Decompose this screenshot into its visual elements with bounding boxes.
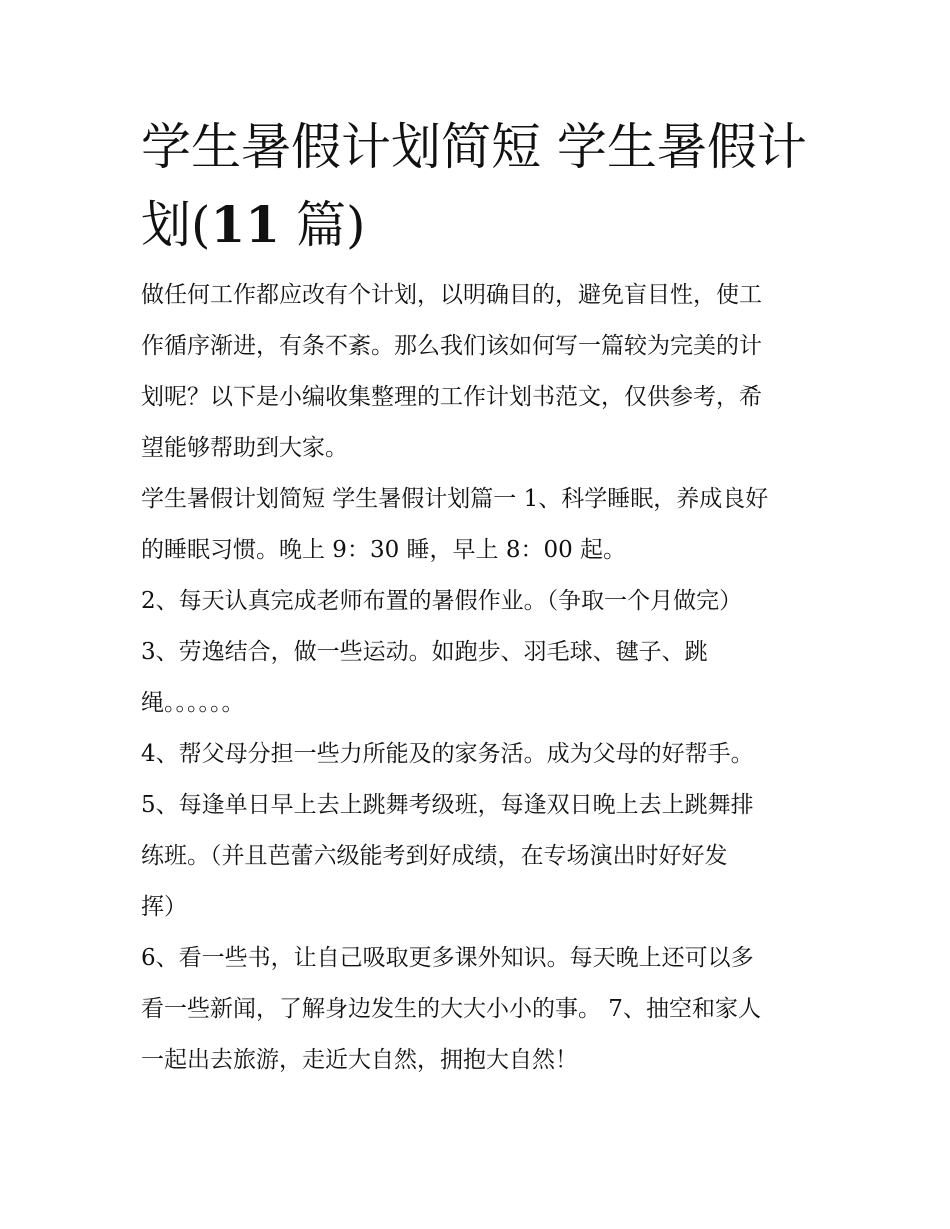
plan-line-1: 学生暑假计划简短 学生暑假计划篇一 1、科学睡眠，养成良好 bbox=[141, 486, 769, 512]
title-line-2-prefix: 划( bbox=[141, 196, 211, 254]
intro-line-2: 作循序渐进，有条不紊。那么我们该如何写一篇较为完美的计 bbox=[141, 333, 762, 359]
plan-items bbox=[141, 474, 813, 1086]
plan-line-5: 绳。。。。。。 bbox=[141, 690, 245, 716]
intro-line-3: 划呢？以下是小编收集整理的工作计划书范文，仅供参考，希 bbox=[141, 384, 762, 410]
plan-line-11: 看一些新闻，了解身边发生的大大小小的事。 7、抽空和家人 bbox=[141, 996, 761, 1022]
plan-line-12: 一起出去旅游，走近大自然，拥抱大自然！ bbox=[141, 1047, 578, 1073]
plan-line-2: 的睡眠习惯。晚上 9：30 睡，早上 8：00 起。 bbox=[141, 537, 627, 563]
document-title bbox=[141, 108, 821, 264]
plan-line-9: 挥） bbox=[141, 894, 187, 920]
plan-line-4: 3、劳逸结合，做一些运动。如跑步、羽毛球、毽子、跳 bbox=[141, 639, 708, 665]
title-line-1: 学生暑假计划简短 学生暑假计 bbox=[141, 118, 807, 176]
plan-line-8: 练班。（并且芭蕾六级能考到好成绩，在专场演出时好好发 bbox=[141, 843, 728, 869]
intro-line-4: 望能够帮助到大家。 bbox=[141, 435, 348, 461]
title-line-2-number: 11 bbox=[210, 195, 281, 254]
plan-line-10: 6、看一些书，让自己吸取更多课外知识。每天晚上还可以多 bbox=[141, 945, 754, 971]
title-line-2-suffix: 篇) bbox=[280, 196, 366, 254]
plan-line-7: 5、每逢单日早上去上跳舞考级班，每逢双日晚上去上跳舞排 bbox=[141, 792, 754, 818]
document-content bbox=[141, 108, 813, 1086]
intro-line-1: 做任何工作都应改有个计划，以明确目的，避免盲目性，使工 bbox=[141, 282, 762, 308]
plan-line-3: 2、每天认真完成老师布置的暑假作业。（争取一个月做完） bbox=[141, 588, 743, 614]
intro-paragraph bbox=[141, 270, 813, 474]
plan-line-6: 4、帮父母分担一些力所能及的家务活。成为父母的好帮手。 bbox=[141, 741, 754, 767]
